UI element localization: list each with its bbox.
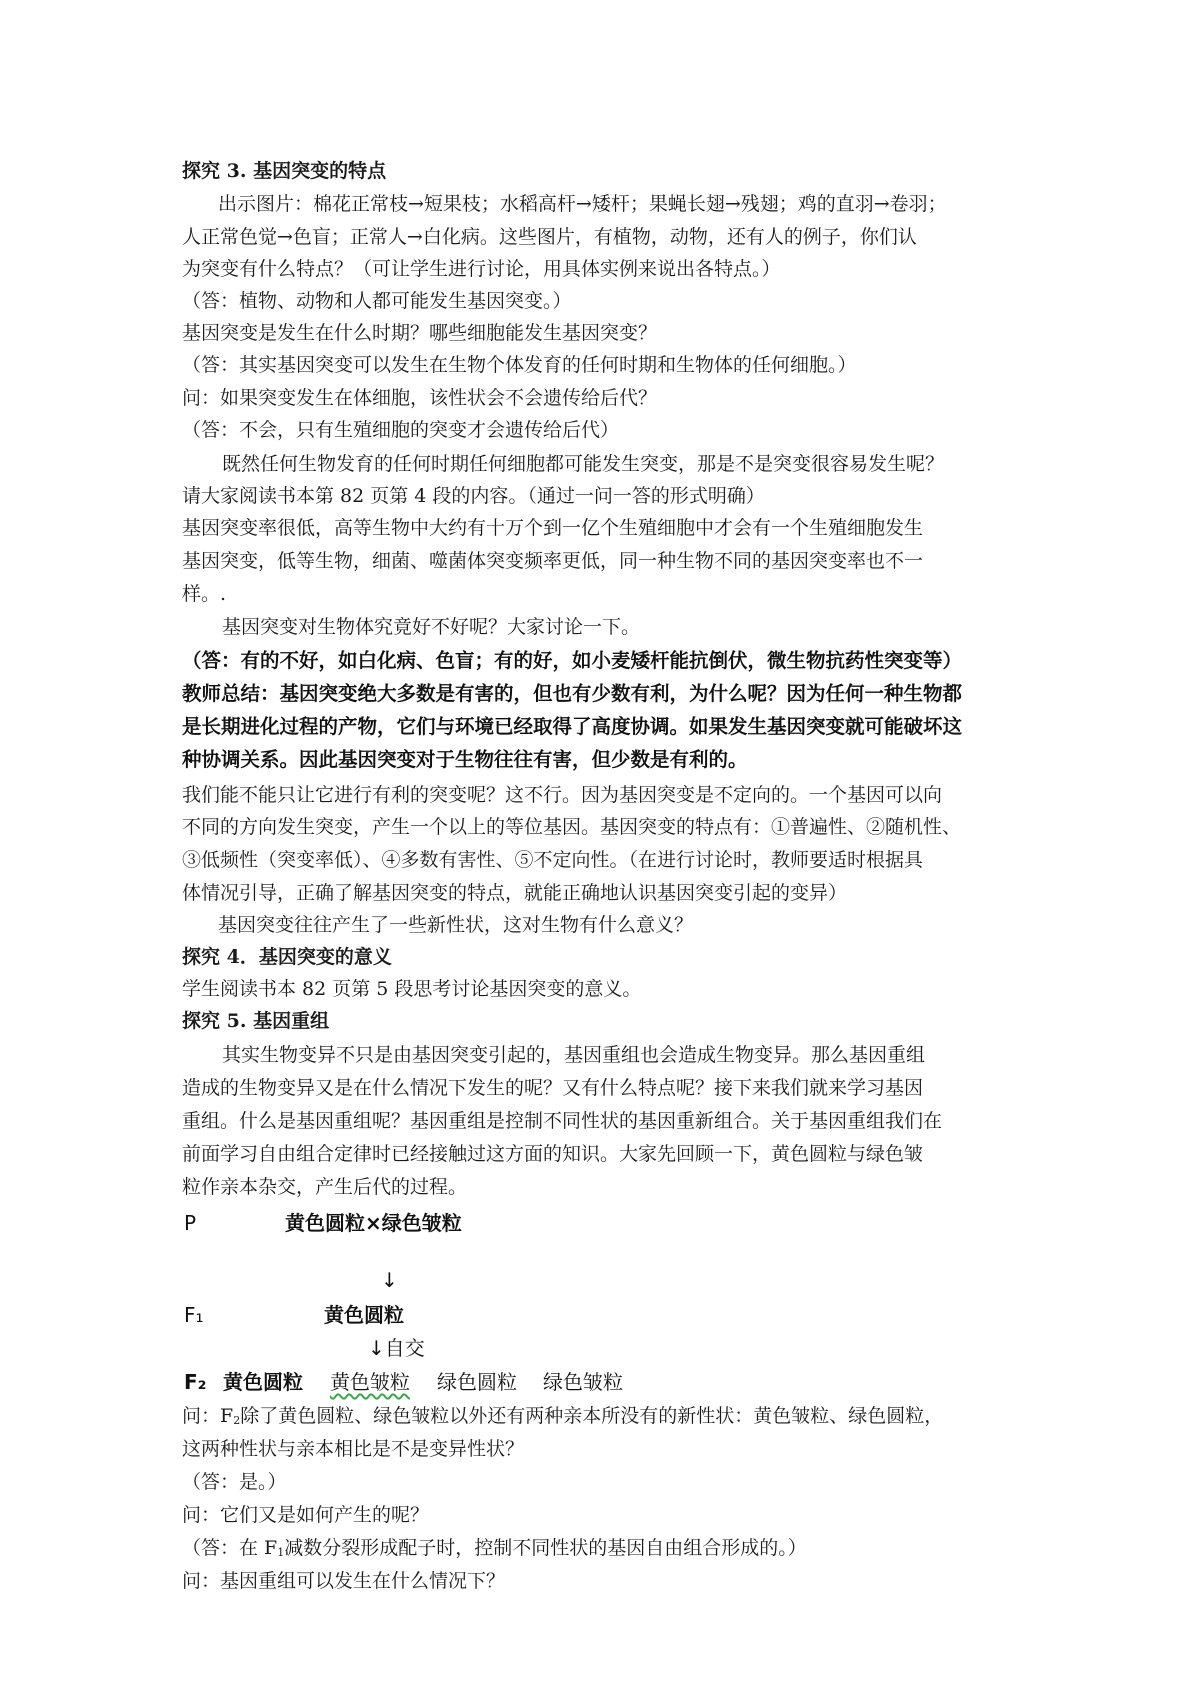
question-line: 这两种性状与亲本相比是不是变异性状？ — [182, 1438, 525, 1460]
paragraph-line: 出示图片：棉花正常枝→短果枝；水稻高杆→矮杆；果蝇长翅→残翅；鸡的直羽→卷羽； — [218, 193, 947, 215]
paragraph-line: 前面学习自由组合定律时已经接触过这方面的知识。大家先回顾一下，黄色圆粒与绿色皱 — [182, 1143, 924, 1165]
cross-selfing-arrow: ↓自交 — [368, 1336, 425, 1360]
paragraph-line: 体情况引导，正确了解基因突变的特点，就能正确地认识基因突变引起的变异） — [182, 882, 848, 904]
cross-parents: 黄色圆粒×绿色皱粒 — [285, 1211, 462, 1235]
question-line: 问：它们又是如何产生的呢？ — [182, 1504, 430, 1526]
paragraph-line: 基因突变，低等生物，细菌、噬菌体突变频率更低，同一种生物不同的基因突变率也不一 — [182, 550, 924, 572]
answer-line: （答：不会，只有生殖细胞的突变才会遗传给后代） — [182, 419, 620, 441]
cross-f1-offspring: 黄色圆粒 — [324, 1303, 404, 1327]
teacher-summary-line: 种协调关系。因此基因突变对于生物往往有害，但少数是有利的。 — [182, 748, 748, 771]
cross-f1-label: F₁ — [184, 1303, 204, 1327]
paragraph-line: 重组。什么是基因重组呢？基因重组是控制不同性状的基因重新组合。关于基因重组我们在 — [182, 1110, 943, 1132]
paragraph-line: 基因突变对生物体究竟好不好呢？大家讨论一下。 — [222, 616, 641, 638]
question-line: 基因突变是发生在什么时期？哪些细胞能发生基因突变？ — [182, 322, 658, 344]
paragraph-line: 样。. — [182, 583, 227, 605]
paragraph-line: 造成的生物变异又是在什么情况下发生的呢？又有什么特点呢？接下来我们就来学习基因 — [182, 1077, 924, 1099]
paragraph-line: 基因突变率很低，高等生物中大约有十万个到一亿个生殖细胞中才会有一个生殖细胞发生 — [182, 517, 924, 539]
paragraph-line: 既然任何生物发育的任何时期任何细胞都可能发生突变，那是不是突变很容易发生呢？ — [222, 453, 945, 475]
paragraph-line: 其实生物变异不只是由基因突变引起的，基因重组也会造成生物变异。那么基因重组 — [222, 1044, 926, 1066]
paragraph-line: 基因突变往往产生了一些新性状，这对生物有什么意义？ — [218, 914, 694, 936]
paragraph-line: 为突变有什么特点？（可让学生进行讨论，用具体实例来说出各特点。） — [182, 258, 781, 280]
paragraph-line: 人正常色觉→色盲；正常人→白化病。这些图片，有植物，动物，还有人的例子，你们认 — [182, 226, 917, 248]
cross-p-label: P — [184, 1211, 197, 1235]
question-line: 问：基因重组可以发生在什么情况下？ — [182, 1570, 506, 1592]
cross-f2-item: 绿色圆粒 — [437, 1370, 517, 1394]
cross-f2-item: 绿色皱粒 — [543, 1370, 623, 1394]
cross-f2-item: 黄色皱粒 — [330, 1370, 410, 1394]
answer-line: （答：是。） — [182, 1471, 287, 1493]
answer-line: （答：在 $F_1$减数分裂形成配子时，控制不同性状的基因自由组合形成的。） — [182, 1537, 807, 1559]
cross-f2-label: F₂ — [184, 1370, 207, 1394]
paragraph-line: 请大家阅读书本第 82 页第 4 段的内容。（通过一问一答的形式明确） — [182, 485, 765, 507]
question-line: 问：如果突变发生在体细胞，该性状会不会遗传给后代？ — [182, 387, 658, 409]
paragraph-line: ③低频性（突变率低）、④多数有害性、⑤不定向性。（在进行讨论时，教师要适时根据具 — [182, 849, 924, 871]
cross-arrow-down: ↓ — [381, 1268, 398, 1292]
teacher-summary-line: 是长期进化过程的产物，它们与环境已经取得了高度协调。如果发生基因突变就可能破坏这 — [182, 715, 963, 738]
section-5-title: 探究 5. 基因重组 — [182, 1010, 330, 1032]
question-line: 问：$F_2$除了黄色圆粒、绿色皱粒以外还有两种亲本所没有的新性状：黄色皱粒、绿色圆粒， — [182, 1405, 944, 1427]
paragraph-line: 我们能不能只让它进行有利的突变呢？这不行。因为基因突变是不定向的。一个基因可以向 — [182, 784, 943, 806]
section-3-title: 探究 3. 基因突变的特点 — [182, 160, 387, 182]
paragraph-line: 学生阅读书本 82 页第 5 段思考讨论基因突变的意义。 — [182, 978, 642, 1000]
paragraph-line: 粒作亲本杂交，产生后代的过程。 — [182, 1176, 468, 1198]
bold-answer-line: （答：有的不好，如白化病、色盲；有的好，如小麦矮杆能抗倒伏，微生物抗药性突变等） — [182, 649, 963, 672]
cross-f2-item: 黄色圆粒 — [223, 1370, 303, 1394]
answer-line: （答：其实基因突变可以发生在生物个体发育的任何时期和生物体的任何细胞。） — [182, 354, 857, 376]
teacher-summary-line: 教师总结：基因突变绝大多数是有害的，但也有少数有利，为什么呢？因为任何一种生物都 — [182, 682, 963, 705]
answer-line: （答：植物、动物和人都可能发生基因突变。） — [182, 290, 572, 312]
paragraph-line: 不同的方向发生突变，产生一个以上的等位基因。基因突变的特点有：①普遍性、②随机性、 — [182, 816, 962, 838]
section-4-title: 探究 4．基因突变的意义 — [182, 946, 392, 968]
